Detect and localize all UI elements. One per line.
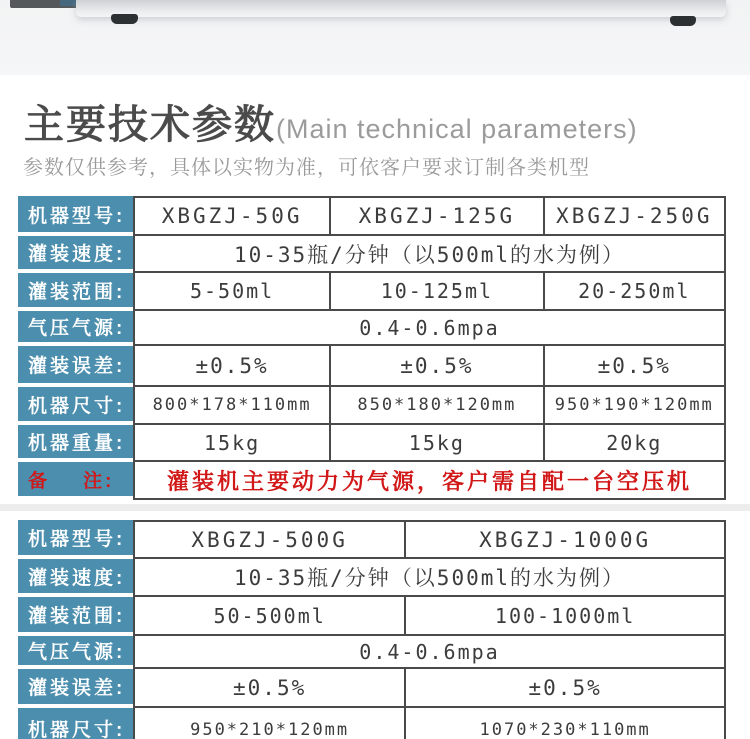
- machine-foot-right: [670, 16, 696, 26]
- table-row-error: [18, 346, 726, 387]
- row-label-text: 灌装误差:: [28, 356, 126, 377]
- page-title: 主要技术参数: [24, 103, 276, 147]
- table-row-error: [18, 669, 726, 708]
- table-cell: 15kg: [135, 425, 331, 462]
- table-row-model: [18, 196, 726, 236]
- table-cell: XBGZJ-50G: [135, 198, 331, 236]
- table-row-speed: [18, 559, 726, 597]
- row-label-text: 备 注:: [28, 470, 115, 492]
- machine-base: [76, 0, 726, 17]
- row-label-text: 机器重量:: [28, 433, 126, 454]
- table-cell: ±0.5%: [331, 346, 544, 387]
- table-cell: ±0.5%: [406, 669, 726, 708]
- table-cell: 5-50ml: [135, 273, 331, 311]
- note-text: 灌装机主要动力为气源，客户需自配一台空压机: [135, 462, 726, 500]
- table-cell: 0.4-0.6mpa: [135, 636, 726, 669]
- page-title-en: (Main technical parameters): [276, 114, 638, 144]
- spec-table-2: [18, 520, 726, 739]
- table-row-size: [18, 387, 726, 425]
- row-label-text: 气压气源:: [28, 642, 126, 663]
- table-row-size: [18, 708, 726, 739]
- machine-photo: [0, 0, 750, 75]
- row-label: [18, 597, 133, 632]
- table-cell: ±0.5%: [545, 346, 726, 387]
- table-row-model: [18, 520, 726, 559]
- table-cell: 950*210*120mm: [135, 708, 406, 739]
- table-cell: XBGZJ-125G: [331, 198, 544, 236]
- section-title: [24, 101, 750, 149]
- table-cell: XBGZJ-1000G: [406, 522, 726, 559]
- row-label-text: 灌装范围:: [28, 606, 126, 627]
- table-row-air: [18, 311, 726, 346]
- table-row-air: [18, 636, 726, 669]
- row-label: [18, 669, 133, 704]
- row-label-text: 灌装速度:: [28, 567, 126, 589]
- table-row-range: [18, 273, 726, 311]
- table-cell: 50-500ml: [135, 597, 406, 636]
- table-cell: 950*190*120mm: [545, 387, 726, 425]
- row-label: [18, 346, 133, 383]
- row-label-text: 气压气源:: [28, 318, 126, 339]
- table-row-weight: [18, 425, 726, 462]
- row-label: [18, 311, 133, 342]
- table-cell: 850*180*120mm: [331, 387, 544, 425]
- table-cell: 10-125ml: [331, 273, 544, 311]
- machine-foot-left: [111, 14, 138, 24]
- row-label-text: 机器尺寸:: [28, 720, 126, 739]
- row-label: [18, 196, 133, 232]
- row-label: [18, 387, 133, 421]
- row-label-text: 机器尺寸:: [28, 395, 126, 417]
- table-row-range: [18, 597, 726, 636]
- table-row-note: [18, 462, 726, 500]
- table-cell: XBGZJ-500G: [135, 522, 406, 559]
- row-label: [18, 462, 133, 496]
- table-row-speed: [18, 236, 726, 273]
- table-cell: 10-35瓶/分钟（以500ml的水为例）: [135, 559, 726, 597]
- table-cell: 20kg: [545, 425, 726, 462]
- row-label-text: 机器型号:: [28, 205, 126, 227]
- table-cell: 100-1000ml: [406, 597, 726, 636]
- table-cell: 0.4-0.6mpa: [135, 311, 726, 346]
- row-label-text: 机器型号:: [28, 529, 126, 550]
- page-subtitle: 参数仅供参考，具体以实物为准，可依客户要求订制各类机型: [23, 157, 590, 179]
- row-label: [18, 236, 133, 269]
- row-label-text: 灌装范围:: [28, 281, 126, 303]
- row-label-text: 灌装速度:: [28, 244, 126, 265]
- row-label: [18, 636, 133, 665]
- row-label: [18, 520, 133, 555]
- table-cell: 20-250ml: [545, 273, 726, 311]
- row-label: [18, 273, 133, 307]
- table-cell: 15kg: [331, 425, 544, 462]
- spec-table-1: [18, 196, 726, 500]
- row-label: [18, 708, 133, 739]
- row-label-text: 灌装误差:: [28, 678, 126, 699]
- section-divider: [0, 504, 750, 511]
- table-cell: 800*178*110mm: [135, 387, 331, 425]
- row-label: [18, 425, 133, 458]
- table-cell: 1070*230*110mm: [406, 708, 726, 739]
- table-cell: XBGZJ-250G: [545, 198, 726, 236]
- row-label: [18, 559, 133, 593]
- table-cell: 10-35瓶/分钟（以500ml的水为例）: [135, 236, 726, 273]
- table-cell: ±0.5%: [135, 346, 331, 387]
- table-cell: ±0.5%: [135, 669, 406, 708]
